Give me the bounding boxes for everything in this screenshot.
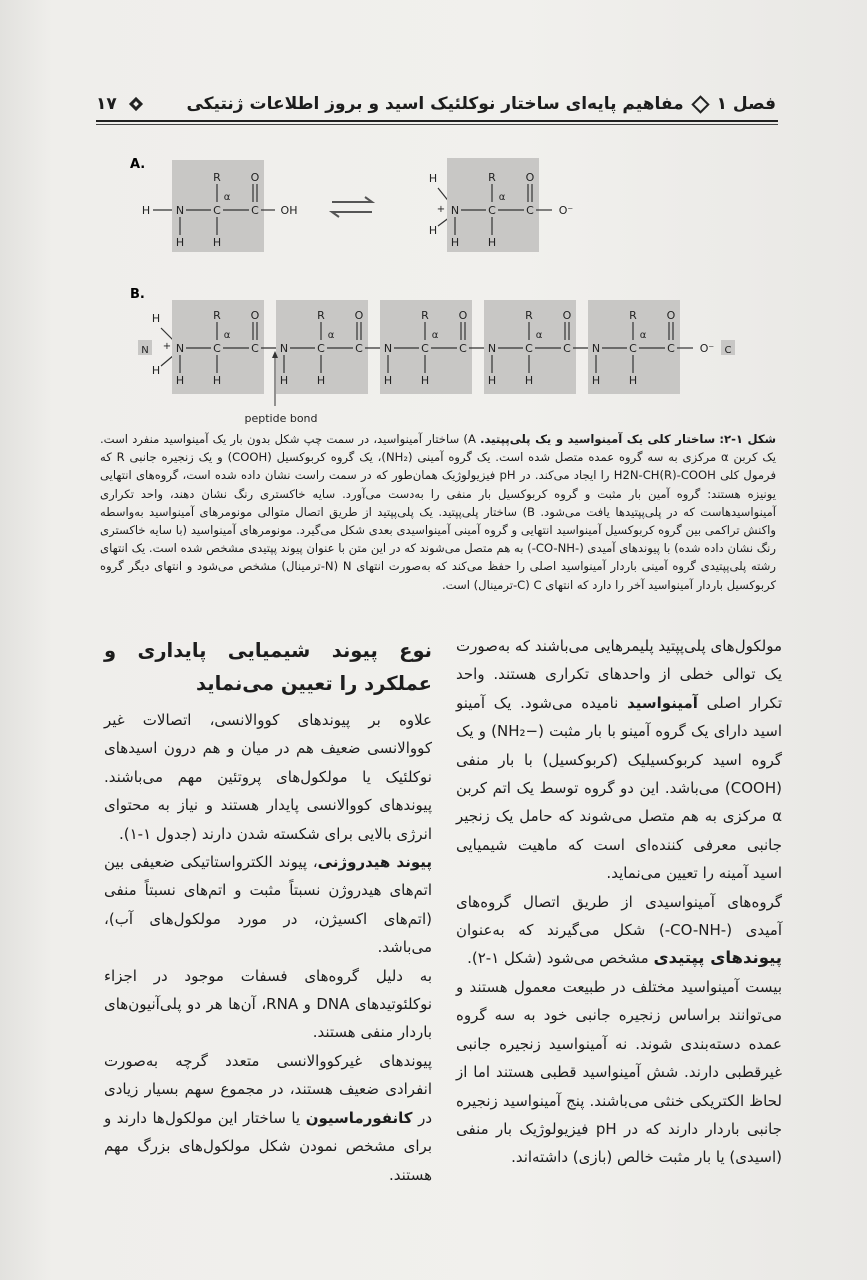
alpha-carbon-atom: C <box>629 342 637 355</box>
nitrogen-atom: N <box>279 342 289 355</box>
carbonyl-carbon-atom: C <box>526 204 534 217</box>
section-heading: نوع پیوند شیمیایی پایداری و عملکرد را تعیین می‌نماید <box>104 639 432 695</box>
oxygen-atom: O <box>562 309 572 322</box>
left-column <box>104 634 432 1189</box>
hydrogen-atom: H <box>420 374 430 387</box>
page-header <box>96 86 776 122</box>
carbonyl-carbon-atom: C <box>667 342 675 355</box>
alpha-label: α <box>431 330 439 341</box>
alpha-label: α <box>639 330 647 341</box>
figure-label-a: A. <box>130 157 146 172</box>
hydrogen-atom: H <box>212 236 222 249</box>
n-terminal-label: N <box>141 345 149 356</box>
alpha-carbon-atom: C <box>525 342 533 355</box>
alpha-label: α <box>223 192 231 203</box>
oxygen-atom: O <box>250 171 260 184</box>
hydrogen-atom: H <box>487 374 497 387</box>
hydrogen-atom: H <box>428 224 438 237</box>
nitrogen-atom: N <box>175 342 185 355</box>
figure-label-b: B. <box>130 287 145 302</box>
paragraph: مولکول‌های پلی‌پپتید پلیمرهایی می‌باشند که به‌صورت یک توالی خطی از واحدهای تکراری هستند. واحد تکرار اصلی آمینواسید نامیده می‌شود. یک آمینو اسید دارای یک گروه آمینو با بار مثبت (‎NH₂−‎) و یک گروه اسید کربوکسیلیک (کربوکسیل) با بار منفی (COOH) می‌باشد. این دو گروه توسط یک اتم کربن α مرکزی به هم متصل می‌شوند که حامل یک زنجیر جانبی معرفی کننده‌ای است که ماهیت شیمیایی اسید آمینه را تعیین می‌نماید. <box>456 637 783 883</box>
carbonyl-carbon-atom: C <box>251 342 259 355</box>
hydrogen-atom: H <box>279 374 289 387</box>
alpha-label: α <box>223 330 231 341</box>
forward-arrow-icon <box>332 197 372 202</box>
paragraph: گروه‌های آمینواسیدی از طریق اتصال گروه‌های آمیدی (‎-CO-NH-‎) شکل می‌گیرند که به‌عنوان پیوندهای پپتیدی مشخص می‌شود (شکل ۱-۲). <box>456 892 782 968</box>
r-group-label: R <box>213 309 221 322</box>
filled-diamond-icon <box>129 97 143 111</box>
nitrogen-atom: N <box>487 342 497 355</box>
alpha-label: α <box>535 330 543 341</box>
nitrogen-atom: N <box>383 342 393 355</box>
hydrogen-atom: H <box>151 312 161 325</box>
hydrogen-atom: H <box>428 172 438 185</box>
paragraph: به دلیل گروه‌های فسفات موجود در اجزاء نوکلئوتیدهای DNA و RNA، آن‌ها هر دو پلی‌آنیون‌های باردار منفی هستند. <box>104 966 433 1042</box>
hydrogen-atom: H <box>591 374 601 387</box>
alpha-carbon-atom: C <box>421 342 429 355</box>
hydrogen-atom: H <box>212 374 222 387</box>
reverse-arrow-icon <box>332 212 372 217</box>
hydrogen-atom: H <box>524 374 534 387</box>
positive-charge-label: + <box>436 204 446 215</box>
term-amino-acid: آمینواسید <box>627 693 698 712</box>
nitrogen-atom: N <box>591 342 601 355</box>
hydrogen-atom: H <box>316 374 326 387</box>
carboxylate-oxygen: O⁻ <box>558 204 574 217</box>
carbonyl-carbon-atom: C <box>459 342 467 355</box>
hydrogen-atom: H <box>151 364 161 377</box>
caption-label: شکل ۱-۲: <box>719 432 776 446</box>
oxygen-atom: O <box>525 171 535 184</box>
page-number: ۱۷ <box>96 94 117 114</box>
term-conformation: کانفورماسیون <box>305 1108 413 1127</box>
peptide-bond-label: peptide bond <box>244 412 318 425</box>
right-column <box>456 632 782 1172</box>
alpha-label: α <box>498 192 506 203</box>
term-hydrogen-bond: پیوند هیدروژنی <box>317 853 432 872</box>
alpha-carbon-atom: C <box>488 204 496 217</box>
paragraph: علاوه بر پیوندهای کووالانسی، اتصالات غیر کووالانسی ضعیف هم در میان و هم درون اسیدهای نوکلئیک یا مولکول‌های پروتئین مهم می‌باشند. پیوندهای کووالانسی پایدار هستند و نیاز به محتوای انرژی بالایی برای شکسته شدن دارند (جدول ۱-۱). <box>104 711 432 843</box>
r-group-label: R <box>213 171 221 184</box>
carboxylate-oxygen: O⁻ <box>699 342 715 355</box>
hydrogen-atom: H <box>175 236 185 249</box>
header-rule <box>96 120 778 122</box>
oxygen-atom: O <box>250 309 260 322</box>
hydrogen-atom: H <box>141 204 151 217</box>
carbonyl-carbon-atom: C <box>563 342 571 355</box>
paragraph: بیست آمینواسید مختلف در طبیعت معمول هستند و می‌توانند براساس زنجیره جانبی خود به سه گروه عمده دسته‌بندی شوند. نه آمینواسید زنجیره جانبی غیرقطبی دارند. شش آمینواسید قطبی هستند اما از لحاظ الکتریکی خنثی می‌باشند. پنج آمینواسید زنجیره جانبی باردار دارند که در pH فیزیولوژیک بار منفی (اسیدی) یا بار مثبت خالص (بازی) داشته‌اند. <box>456 977 782 1167</box>
page-number-group <box>96 94 141 114</box>
carbonyl-carbon-atom: C <box>355 342 363 355</box>
hydrogen-atom: H <box>450 236 460 249</box>
hydrogen-atom: H <box>383 374 393 387</box>
hydrogen-atom: H <box>628 374 638 387</box>
chapter-label: فصل ۱ <box>716 94 776 114</box>
alpha-carbon-atom: C <box>213 342 221 355</box>
caption-text: A) ساختار آمینواسید، در سمت چپ شکل بدون بار یک آمینواسید منفرد است. یک کربن α مرکزی به سه گروه عمده متصل شده است. یک گروه آمینی (NH₂)، یک گروه کربوکسیل (COOH) و یک زنجیره جانبی R که فرمول کلی ‎H2N-CH(R)-COOH‎ را ایجاد می‌کند. در pH فیزیولوژیک همان‌طور که در سمت راست نشان داده شده است، گروه‌های انتهایی یونیزه هستند: گروه آمین بار مثبت و گروه کربوکسیل بار منفی را به‌دست می‌آورد. سایه خاکستری رنگ نشان دهند، واحد تکراری آمینواسیدهاست که در پلی‌پپتیدها یافت می‌شود. B) ساختار پلی‌پپتید. یک پلی‌پپتید از طریق اتصال متوالی مونومرهای آمینواسید به‌واسطه واکنش تراکمی بین گروه کربوکسیل آمینواسید انتهایی و گروه آمینی آمینواسیدی بعدی شکل می‌گیرد. مونومرهای آمینواسید (با سایه خاکستری رنگ نشان داده شده) با پیوندهای آمیدی (‎-CO-NH-‎) به هم متصل می‌شوند که در این متن با عنوان پیوند پپتیدی مشخص شده است. یک انتهای رشته پلی‌پپتیدی گروه آمینی باردار آمینواسید اصلی را حفظ می‌کند که به‌صورت انتهای N (N-ترمینال) مشخص می‌شود و انتهای دیگر گروه کربوکسیل باردار آمینواسید آخر را دارد که انتهای C (C-ترمینال) است. <box>100 432 777 592</box>
r-group-label: R <box>525 309 533 322</box>
positive-charge-label: + <box>162 341 172 352</box>
caption-title: ساختار کلی یک آمینواسید و یک پلی‌پپتید. <box>480 432 716 446</box>
alpha-carbon-atom: C <box>213 204 221 217</box>
hydrogen-atom: H <box>175 374 185 387</box>
paragraph: پیوندهای غیرکووالانسی متعدد گرچه به‌صورت انفرادی ضعیف هستند، در مجموع سهم بسیار زیادی در کانفورماسیون یا ساختار این مولکول‌ها دارند و برای مشخص نمودن شکل مولکول‌های بزرگ مهم هستند. <box>104 1051 433 1184</box>
alpha-carbon-atom: C <box>317 342 325 355</box>
amino-acid-figure <box>110 150 770 430</box>
header-rule-thin <box>96 124 778 125</box>
chapter-title: مفاهیم پایه‌ای ساختار نوکلئیک اسید و بروز اطلاعات ژنتیکی <box>186 94 684 114</box>
nitrogen-atom: N <box>175 204 185 217</box>
carbonyl-carbon-atom: C <box>251 204 259 217</box>
r-group-label: R <box>629 309 637 322</box>
oxygen-atom: O <box>458 309 468 322</box>
nitrogen-atom: N <box>450 204 460 217</box>
paragraph: پیوند هیدروژنی، پیوند الکترواستاتیکی ضعیفی بین اتم‌های هیدروژن نسبتاً مثبت و اتم‌های نسبتاً منفی (اتم‌های اکسیژن، در مورد مولکول‌های آب)، می‌باشد. <box>104 853 432 957</box>
figure-caption <box>100 430 776 594</box>
oxygen-atom: O <box>354 309 364 322</box>
c-terminal-label: C <box>724 345 732 356</box>
r-group-label: R <box>488 171 496 184</box>
hydroxyl-group: OH <box>280 204 298 217</box>
diamond-icon <box>691 95 709 113</box>
term-peptide-bonds: پیوندهای پپتیدی <box>653 948 782 968</box>
hydrogen-atom: H <box>487 236 497 249</box>
alpha-label: α <box>327 330 335 341</box>
r-group-label: R <box>317 309 325 322</box>
r-group-label: R <box>421 309 429 322</box>
oxygen-atom: O <box>666 309 676 322</box>
